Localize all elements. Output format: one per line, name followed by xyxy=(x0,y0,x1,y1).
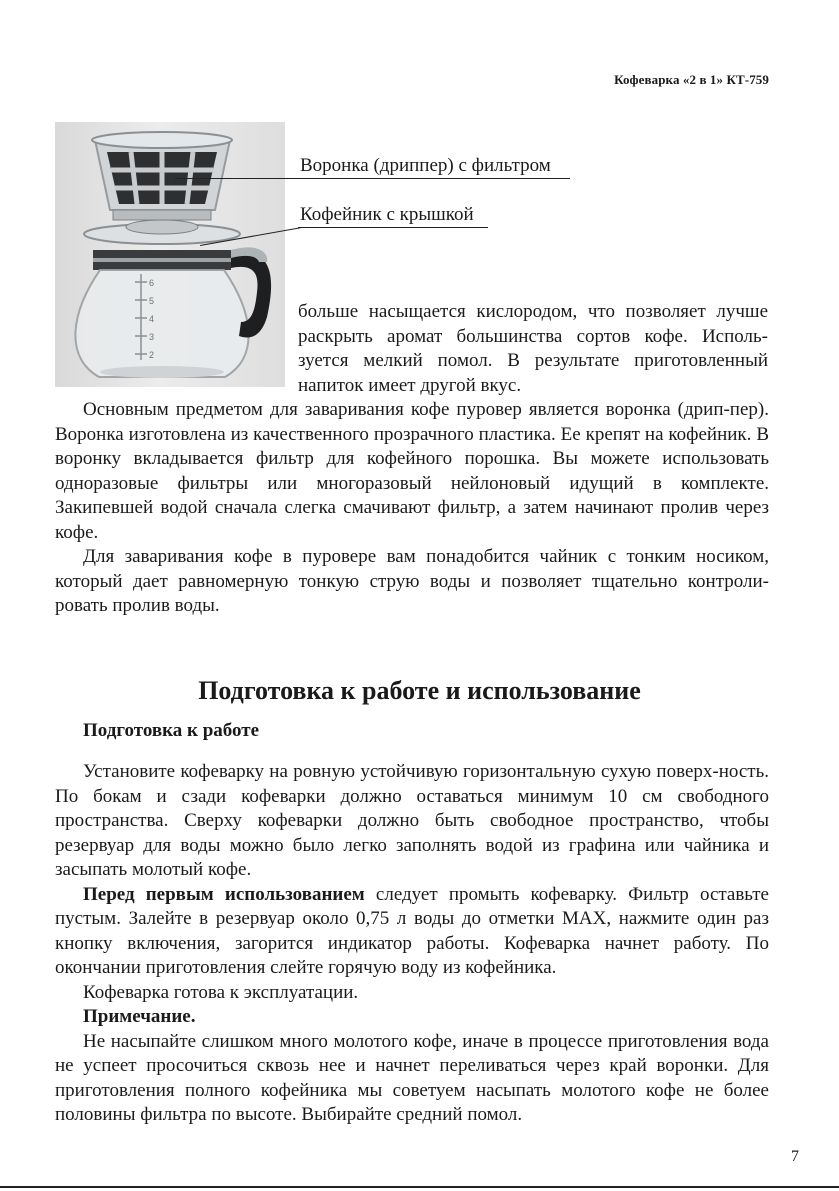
scale-mark-5: 5 xyxy=(149,296,155,306)
page-number: 7 xyxy=(791,1148,799,1165)
subsection-title: Подготовка к работе xyxy=(83,720,260,741)
product-photo xyxy=(55,122,285,387)
paragraph: Кофеварка готова к эксплуатации. xyxy=(83,981,359,1003)
paragraph: Для заваривания кофе в пуровере вам понадобится чайник с тонким носиком, который дает равномерную тонкую струю воды и позволяет тщательно контроли-ровать пролив воды. xyxy=(55,546,769,616)
page-bottom-rule xyxy=(0,1186,839,1188)
scale-mark-4: 4 xyxy=(149,314,155,324)
paragraph xyxy=(55,883,769,981)
paragraph: Не насыпайте слишком много молотого кофе, иначе в процессе приготовления вода не успеет просочиться сквозь нее и начнет переливаться через край воронки. Для приготовления полного кофейника мы советуем насыпать молотого кофе не более половины фильтра по высоте. Выбирайте средний помол. xyxy=(55,1030,769,1125)
coffee-maker-illustration xyxy=(55,122,285,387)
callout-line-dripper xyxy=(175,178,570,179)
scale-mark-6: 6 xyxy=(149,278,155,288)
running-header: Кофеварка «2 в 1» КТ-759 xyxy=(614,72,769,87)
callout-carafe: Кофейник с крышкой xyxy=(300,204,474,225)
paragraph-rest: следует промыть кофеварку. Фильтр оставьте пустым. Залейте в резервуар около 0,75 л воды до отметки MAX, нажмите один раз кнопку включения, загорится индикатор работы. Кофеварка начнет работу. По окончании приготовления слейте горячую воду из кофейника. xyxy=(55,883,769,978)
section-title: Подготовка к работе и использование xyxy=(198,676,641,705)
paragraph: Основным предметом для заваривания кофе пуровер является воронка (дрип-пер). Воронка изготовлена из качественного прозрачного пластика. Ее крепят на кофейник. В воронку вкладывается фильтр для кофейного порошка. Вы можете использовать одноразовые фильтры или многоразовый нейлоновый идущий в комплекте. Закипевшей водой сначала слегка смачивают фильтр, а затем начинают пролив через кофе. xyxy=(55,399,769,543)
bold-lead: Перед первым использованием xyxy=(83,883,365,905)
paragraph: больше насыщается кислородом, что позволяет лучше раскрыть аромат большинства сортов кофе. Исполь-зуется мелкий помол. В результате приготовленный напиток имеет другой вкус. xyxy=(298,301,768,396)
body-text-top xyxy=(55,398,769,619)
callout-line-carafe xyxy=(298,227,488,228)
callout-dripper: Воронка (дриппер) с фильтром xyxy=(300,155,551,176)
body-text-section xyxy=(55,760,769,1128)
wrap-paragraph xyxy=(298,300,768,398)
scale-mark-2: 2 xyxy=(149,350,155,360)
note-label-text: Примечание. xyxy=(83,1006,196,1027)
scale-mark-3: 3 xyxy=(149,332,155,342)
paragraph: Установите кофеварку на ровную устойчивую горизонтальную сухую поверх-ность. По бокам и сзади кофеварки должно оставаться минимум 10 см свободного пространства. Сверху кофеварки должно быть свободное пространство, чтобы резервуар для воды можно было легко заполнять водой из графина или чайника и засыпать молотый кофе. xyxy=(55,761,769,880)
note-label xyxy=(55,1005,769,1030)
